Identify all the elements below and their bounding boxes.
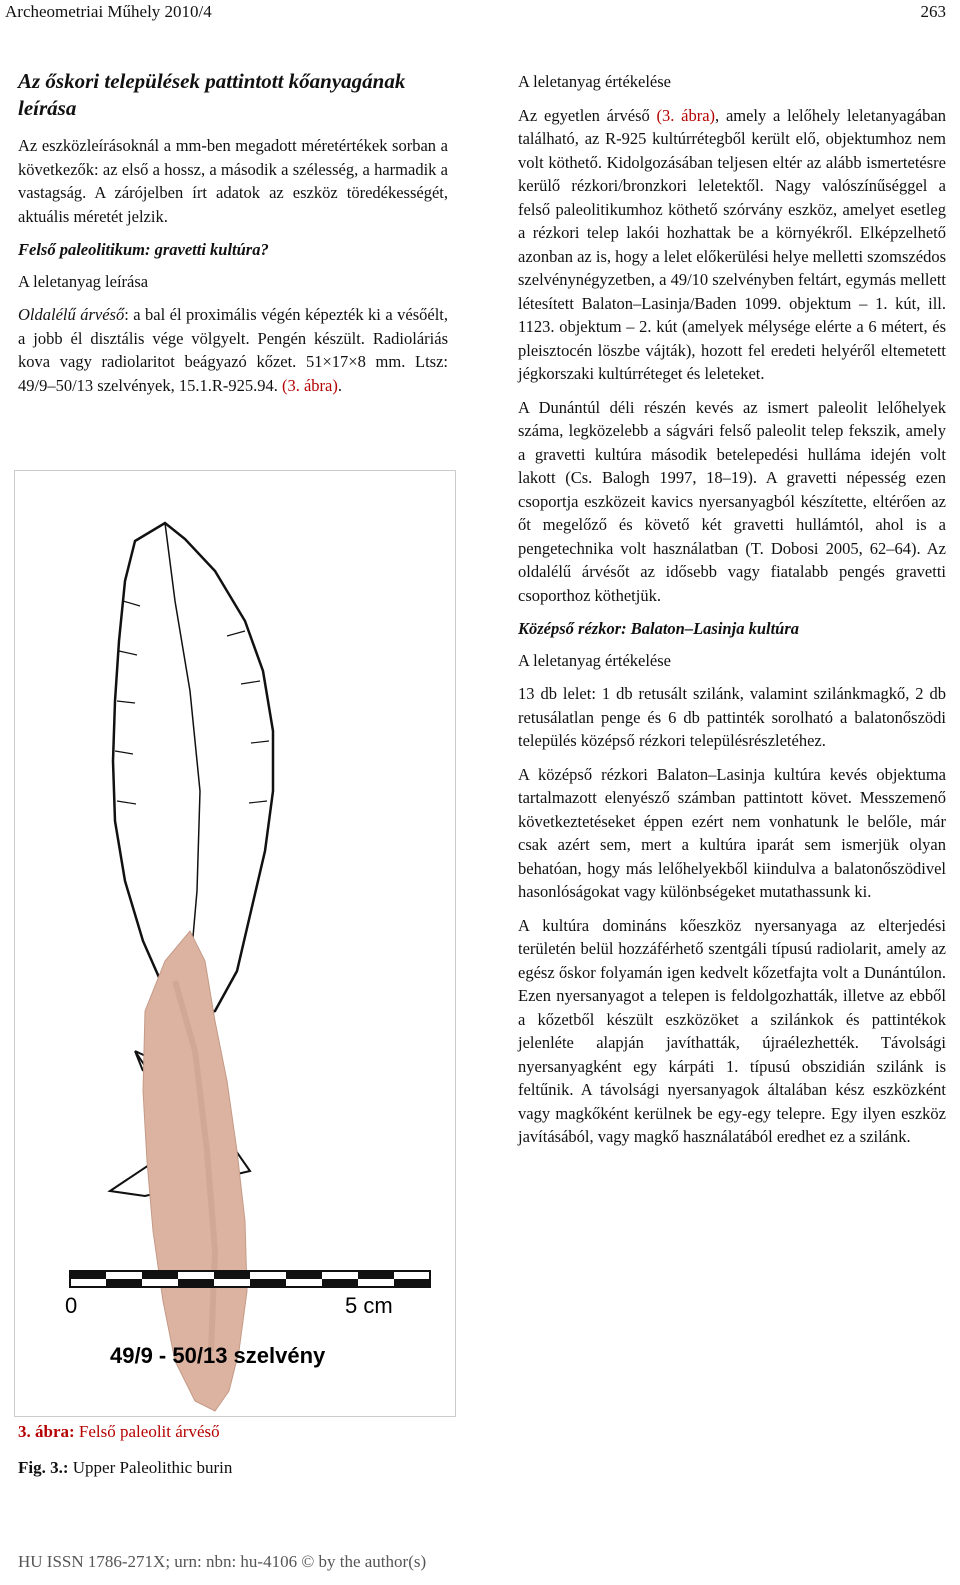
- paragraph-3: 13 db lelet: 1 db retusált szilánk, valamint szilánkmagkő, 2 db retusálatlan penge és 6 db pattinték sorolható a balatonőszödi település középső rézkori településrészletéhez.: [518, 684, 946, 750]
- figure-reference[interactable]: (3. ábra): [281, 375, 338, 395]
- caption-en-text: Upper Paleolithic burin: [68, 1458, 233, 1477]
- figure-3: [14, 470, 456, 1417]
- paragraph-5: A kultúra domináns kőeszköz nyersanyaga az elterjedési területén belül hozzáférhető szentgáli típusú radiolarit, amely az egész őskor folyamán igen kedvelt kőzetfajta volt a Dunántúlon. Ezen nyersanyagot a telepen is feldolgozhatták, illetve az ebből a kőzetből készült eszközöket a szilánkok és pattintékok jelenléte alapján javíthatták, újraélezhették. Távolsági nyersanyagként egy kárpáti 1. típusú obszidián szilánk is feltűnik. A távolsági nyersanyagok általában kész eszközként vagy magkőként kerülnek be egy-egy telepre. Egy ilyen eszköz javításából, vagy magkő használatából eredhet ez a szilánk.: [518, 915, 946, 1146]
- right-column: [518, 70, 946, 1159]
- caption-hu-text: Felső paleolit árvéső: [74, 1422, 220, 1441]
- intro-paragraph: Az eszközleírásoknál a mm-ben megadott méretértékek sorban a következők: az első a hossz, a második a szélesség, a harmadik a vastagság. A zárójelben írt adatok az eszköz töredékességét, aktuális méretét jelzik.: [18, 136, 448, 226]
- section-label: 49/9 - 50/13 szelvény: [110, 1343, 326, 1368]
- artifact-description: [18, 303, 448, 397]
- description-label: A leletanyag leírása: [18, 271, 149, 291]
- caption-en: [18, 1458, 232, 1478]
- artifact-name: Oldalélű árvéső: [18, 305, 125, 324]
- journal-header: Archeometriai Műhely 2010/4: [5, 2, 212, 21]
- period-heading: Felső paleolitikum: gravetti kultúra?: [18, 240, 269, 259]
- evaluation-label-2: A leletanyag értékelése: [518, 650, 672, 670]
- figure-reference-2[interactable]: (3. ábra): [656, 105, 716, 125]
- section-title: Az őskori települések pattintott kőanyagának leírása: [18, 69, 406, 120]
- period-mark: .: [337, 375, 342, 395]
- burin-drawing-ridge: [165, 523, 200, 971]
- issn-footer: HU ISSN 1786-271X; urn: nbn: hu-4106 © by the author(s): [18, 1552, 427, 1571]
- scale-end: 5 cm: [345, 1293, 393, 1318]
- paragraph-1: [518, 104, 946, 386]
- evaluation-label-1: A leletanyag értékelése: [518, 72, 672, 91]
- burin-photo: [143, 931, 247, 1411]
- p1-rest: , amely a lelőhely leletanyagában található, az R-925 kultúrrétegből került elő, objektumhoz nem volt köthető. Kidolgozásában teljesen eltér az alább ismertetésre kerülő rézkori/bronzkori leletektől. Nagy valószínűséggel a felső paleolitikumhoz köthető szórvány eszköz, amelyet esetleg a rézkori telep lakói hozhattak be a környékről. Elképzelhető azonban az is, hogy a lelet előkerülési helye melletti szomszédos szelvénynégyzetben, a 49/10 szelvényben feltárt, egymás mellett létesített Balaton–Lasinja/Baden 1099. objektum – 1. kút, ill. 1123. objektum – 2. kút (amelyek mélysége elérte a 6 métert, és pleisztocén löszbe vájták), hozott fel eredeti helyéről eltemetett jégkorszaki kultúrréteget és leleteket.: [518, 105, 946, 383]
- page-number: 263: [920, 2, 946, 21]
- paragraph-2: A Dunántúl déli részén kevés az ismert paleolit lelőhelyek száma, legközelebb a ságvári felső paleolit telep fekszik, amely a gravetti kultúra második betelepedési hulláma idején volt lakott (Cs. Balogh 1997, 18–19). A gravetti népesség ezen csoportja eszközeit kavics nyersanyagból készítette, eltérően az őt megelőző és követő két gravetti hullámtól, ahol is a pengetechnika volt használatban (T. Dobosi 2005, 62–64). Az oldalélű árvésőt az idősebb vagy fiatalabb pengés gravetti csoporthoz köthetjük.: [518, 397, 946, 605]
- burin-illustration: [15, 471, 455, 1416]
- caption-hu: [18, 1422, 220, 1442]
- caption-en-number: Fig. 3.:: [18, 1458, 69, 1477]
- left-column: [18, 68, 448, 407]
- burin-drawing-retouch: [115, 601, 269, 804]
- scale-bar: [70, 1271, 430, 1287]
- p1-start: Az egyetlen árvéső: [518, 105, 657, 125]
- caption-hu-number: 3. ábra:: [18, 1422, 75, 1441]
- scale-zero: 0: [65, 1293, 78, 1318]
- artifact-text: : a bal él proximális végén képezték ki a vésőélt, a jobb él disztális vége völgyelt. Pengén készült. Radioláriás kova vagy radiolaritot beágyazó kőzet. 51×17×8 mm. Ltsz: 49/9–50/13 szelvények, 15.1.R-925.94.: [18, 305, 449, 395]
- paragraph-4: A középső rézkori Balaton–Lasinja kultúra kevés objektuma tartalmazott elenyésző számban pattintott követ. Messzemenő következtetéseket éppen ezért nem vonhatunk le belőle, már csak azért sem, mert a kultúra iparát sem ismerjük olyan behatóan, hogy más lelőhelyekből kiindulva a balatonőszödivel hasonlóságokat vagy különbségeket mutathassunk ki.: [518, 764, 946, 901]
- copper-age-heading: Középső rézkor: Balaton–Lasinja kultúra: [518, 619, 800, 638]
